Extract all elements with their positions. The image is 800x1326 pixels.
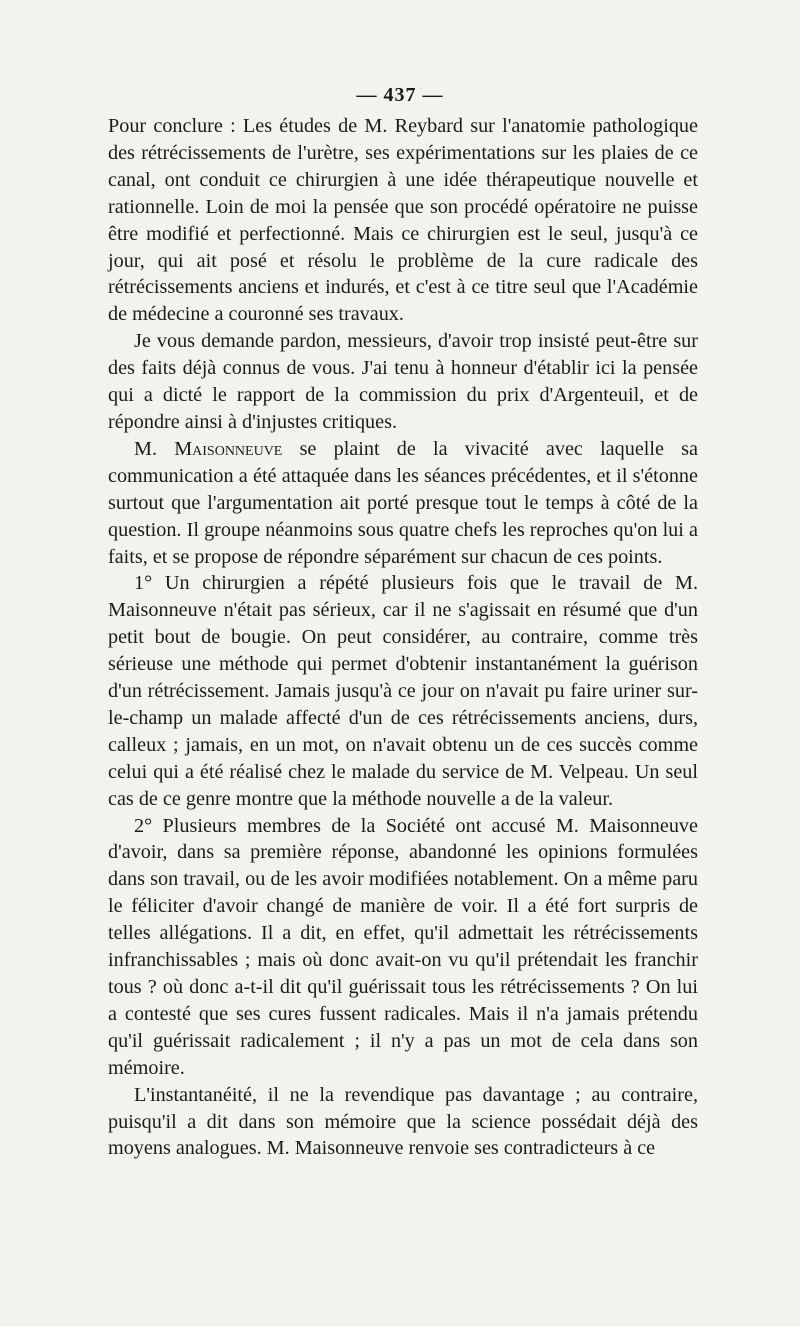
page-number: — 437 — bbox=[356, 84, 444, 106]
paragraph-maisonneuve-intro bbox=[108, 436, 698, 571]
speaker-name: M. Maisonneuve bbox=[134, 437, 283, 460]
body-text bbox=[108, 113, 698, 1162]
paragraph-point-one: 1° Un chirurgien a répété plusieurs fois que le travail de M. Maisonneuve n'était pas sérieux, car il ne s'agissait en résumé que d'un petit bout de bougie. On peut considérer, au contraire, comme très sérieuse une méthode qui permet d'obtenir instantanément la guérison d'un rétrécissement. Jamais jusqu'à ce jour on n'avait pu faire uriner sur-le-champ un malade affecté d'un de ces rétrécissements anciens, durs, calleux ; jamais, en un mot, on n'avait obtenu un de ces succès comme celui qui a été réalisé chez le malade du service de M. Velpeau. Un seul cas de ce genre montre que la méthode nouvelle a de la valeur. bbox=[108, 572, 698, 810]
paragraph-conclusion: Pour conclure : Les études de M. Reybard sur l'anatomie pathologique des rétrécissements de l'urètre, ses expérimentations sur les plaies de ce canal, ont conduit ce chirurgien à une idée thérapeutique nouvelle et rationnelle. Loin de moi la pensée que son procédé opératoire ne puisse être modifié et perfectionné. Mais ce chirurgien est le seul, jusqu'à ce jour, qui ait posé et résolu le problème de la cure radicale des rétrécissements anciens et indurés, et c'est à ce titre seul que l'Académie de médecine a couronné ses travaux. bbox=[108, 115, 698, 326]
paragraph-maisonneuve-text: se plaint de la vivacité avec laquelle sa communication a été attaquée dans les séances précédentes, et il s'étonne surtout que l'argumentation ait porté presque tout le temps à côté de la question. Il groupe néanmoins sous quatre chefs les reproches qu'on lui a faits, et se propose de répondre séparément sur chacun de ces points. bbox=[108, 437, 698, 568]
paragraph-instantaneity: L'instantanéité, il ne la revendique pas davantage ; au contraire, puisqu'il a dit dans son mémoire que la science possédait déjà des moyens analogues. M. Maisonneuve renvoie ses contradicteurs à ce bbox=[108, 1083, 698, 1160]
paragraph-apology: Je vous demande pardon, messieurs, d'avoir trop insisté peut-être sur des faits déjà connus de vous. J'ai tenu à honneur d'établir ici la pensée qui a dicté le rapport de la commission du prix d'Argenteuil, et de répondre ainsi à d'injustes critiques. bbox=[108, 330, 698, 433]
paragraph-point-two: 2° Plusieurs membres de la Société ont accusé M. Maisonneuve d'avoir, dans sa première réponse, abandonné les opinions formulées dans son travail, ou de les avoir modifiées notablement. On a même paru le féliciter d'avoir changé de manière de voir. Il a été fort surpris de telles allégations. Il a dit, en effet, qu'il admettait les rétrécissements infranchissables ; mais où donc avait-on vu qu'il prétendait les franchir tous ? où donc a-t-il dit qu'il guérissait tous les rétrécissements ? On lui a contesté que ses cures fussent radicales. Mais il n'a jamais prétendu qu'il guérissait radicalement ; il n'y a pas un mot de cela dans son mémoire. bbox=[108, 814, 698, 1079]
